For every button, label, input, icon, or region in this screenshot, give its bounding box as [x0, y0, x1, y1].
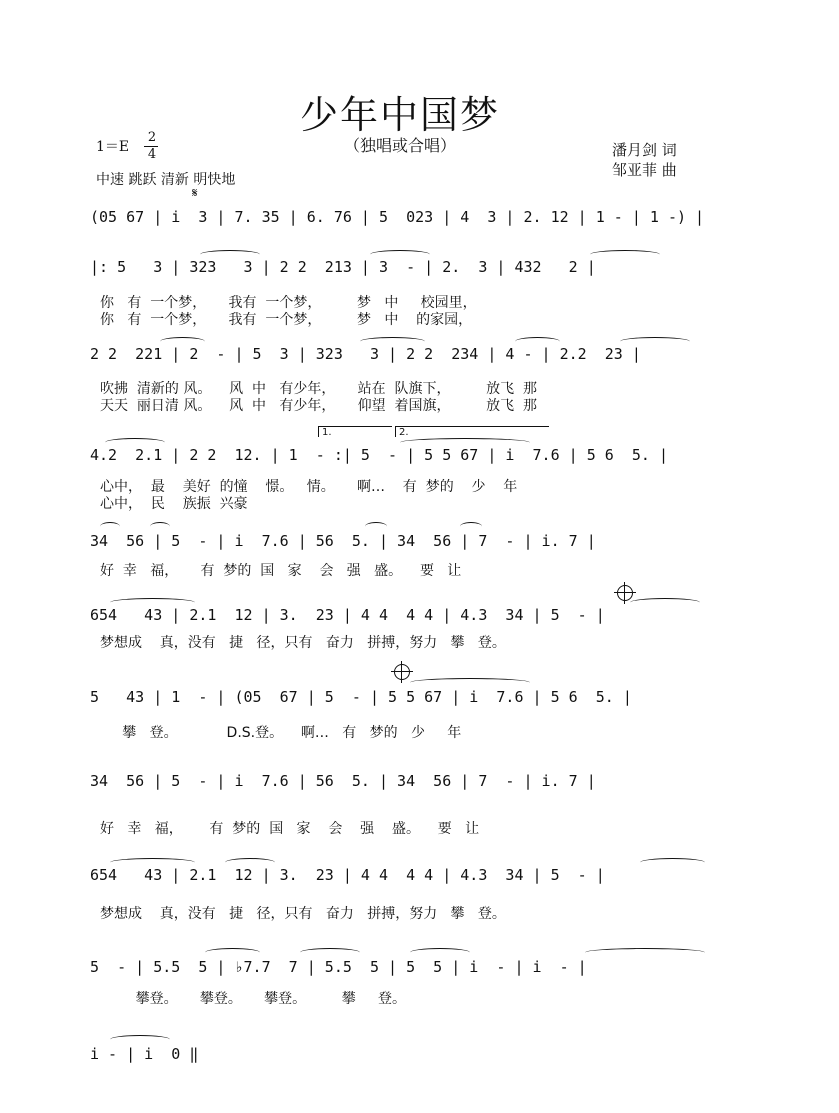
score-system-10-lyric: 攀登。 攀登。 攀登。 攀 登。: [100, 991, 406, 1007]
score-system-9-notes: 654 43 | 2.1 12 | 3. 23 | 4 4 4 4 | 4.3 34 | 5 - |: [90, 866, 605, 884]
subtitle: （独唱或合唱）: [343, 136, 456, 155]
slur: [225, 858, 275, 867]
slur: [110, 858, 195, 867]
coda-icon: [394, 664, 410, 680]
score-system-9-lyric: 梦想成 真，没有 捷 径，只有 奋力 拼搏，努力 攀 登。: [100, 906, 506, 922]
slur: [105, 438, 165, 447]
score-system-4-lyric-verse1: 心中， 最 美好 的憧 憬。 情。 啊… 有 梦的 少 年: [100, 479, 518, 495]
score-system-11-notes: i - | i 0 ‖: [90, 1045, 199, 1063]
slur: [150, 522, 170, 531]
score-system-5-notes: 34 56 | 5 - | i 7.6 | 56 5. | 34 56 | 7 - | i. 7 |: [90, 532, 596, 550]
score-system-5-lyric: 好 幸 福， 有 梦的 国 家 会 强 盛。 要 让: [100, 563, 462, 579]
composer-credit: 邹亚菲 曲: [612, 161, 677, 179]
score-system-8-notes: 34 56 | 5 - | i 7.6 | 56 5. | 34 56 | 7 - | i. 7 |: [90, 772, 596, 790]
score-system-3-lyric-verse2: 天天 丽日清 风。 风 中 有少年， 仰望 着国旗， 放飞 那: [100, 398, 538, 414]
score-system-7-notes: 5 43 | 1 - | (05 67 | 5 - | 5 5 67 | i 7.6 | 5 6 5. |: [90, 688, 632, 706]
slur: [400, 438, 530, 447]
lyricist-credit: 潘月剑 词: [612, 141, 677, 159]
score-system-8-lyric: 好 幸 福， 有 梦的 国 家 会 强 盛。 要 让: [100, 821, 480, 837]
slur: [630, 598, 700, 607]
score-system-6-notes: 654 43 | 2.1 12 | 3. 23 | 4 4 4 4 | 4.3 34 | 5 - |: [90, 606, 605, 624]
slur: [200, 250, 260, 259]
score-system-3-lyric-verse1: 吹拂 清新的 风。 风 中 有少年， 站在 队旗下， 放飞 那: [100, 381, 538, 397]
volta-2: 2.: [395, 426, 549, 437]
slur: [205, 948, 260, 957]
score-system-7-lyric: 攀 登。 D.S.登。 啊… 有 梦的 少 年: [100, 725, 462, 741]
slur: [590, 250, 660, 259]
slur: [110, 1035, 170, 1044]
score-system-1-notes: (05 67 | i 3 | 7. 35 | 6. 76 | 5 023 | 4 3 | 2. 12 | 1 - | 1 -) |: [90, 208, 705, 226]
slur: [370, 250, 430, 259]
tempo-marking: 中速 跳跃 清新 明快地: [96, 172, 236, 188]
slur: [585, 948, 705, 957]
slur: [620, 337, 690, 346]
key-signature: 1＝E: [96, 139, 130, 155]
page-title: 少年中国梦: [299, 93, 500, 137]
score-system-4-notes: 4.2 2.1 | 2 2 12. | 1 - :| 5 - | 5 5 67 | i 7.6 | 5 6 5. |: [90, 446, 668, 464]
slur: [100, 522, 120, 531]
time-signature-top: 2: [147, 130, 157, 145]
slur: [360, 337, 425, 346]
time-signature-bottom: 4: [147, 147, 157, 162]
score-system-6-lyric: 梦想成 真，没有 捷 径，只有 奋力 拼搏，努力 攀 登。: [100, 635, 506, 651]
score-system-3-notes: 2 2 221 | 2 - | 5 3 | 323 3 | 2 2 234 | 4 - | 2.2 23 |: [90, 345, 641, 363]
score-system-2-notes: |: 5 3 | 323 3 | 2 2 213 | 3 - | 2. 3 | 432 2 |: [90, 258, 596, 276]
score-system-10-notes: 5 - | 5.5 5 | ♭7.7 7 | 5.5 5 | 5 5 | i - | i - |: [90, 958, 587, 976]
segno-sign: 𝄋: [192, 186, 198, 201]
slur: [410, 678, 530, 687]
volta-1: 1.: [318, 426, 392, 437]
slur: [110, 598, 195, 607]
slur: [515, 337, 560, 346]
score-system-4-lyric-verse2: 心中， 民 族振 兴豪: [100, 496, 248, 512]
slur: [410, 948, 470, 957]
score-system-2-lyric-verse1: 你 有 一个梦， 我有 一个梦， 梦 中 校园里，: [100, 295, 477, 311]
score-system-2-lyric-verse2: 你 有 一个梦， 我有 一个梦， 梦 中 的家园，: [100, 312, 473, 328]
slur: [160, 337, 205, 346]
coda-icon: [617, 585, 633, 601]
slur: [640, 858, 705, 867]
slur: [365, 522, 387, 531]
slur: [460, 522, 482, 531]
slur: [300, 948, 360, 957]
